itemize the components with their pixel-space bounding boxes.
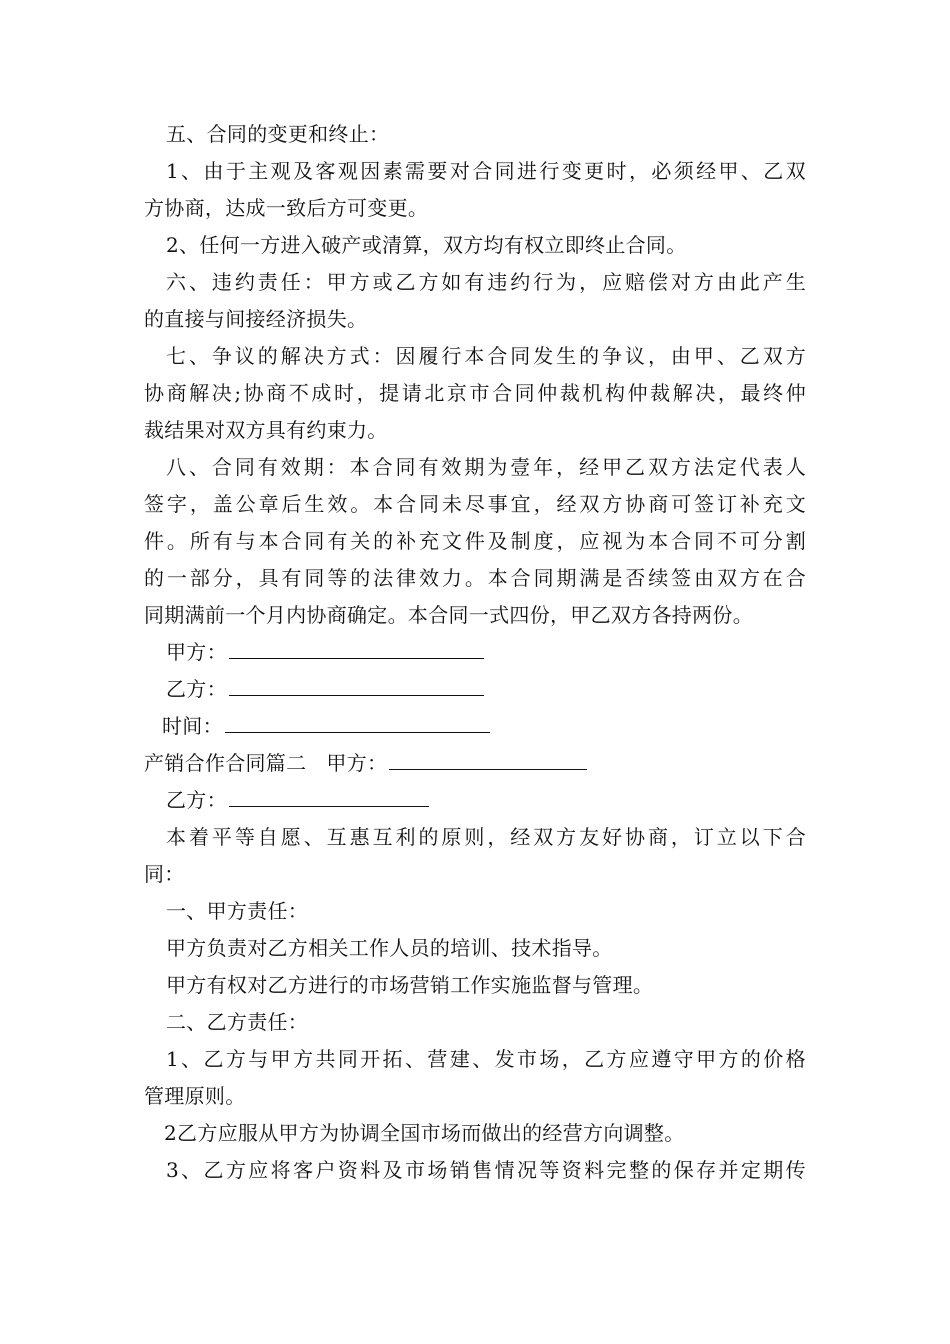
paragraph-line: 的直接与间接经济损失。 xyxy=(144,307,368,331)
paragraph-line: 协商解决;协商不成时，提请北京市合同仲裁机构仲裁解决，最终仲 xyxy=(144,381,806,405)
paragraph-line: 1、乙方与甲方共同开拓、营建、发市场，乙方应遵守甲方的价格 xyxy=(166,1047,806,1071)
section-heading-1: 一、甲方责任： xyxy=(166,899,309,923)
paragraph-line: 同期满前一个月内协商确定。本合同一式四份，甲乙双方各持两份。 xyxy=(144,603,753,627)
paragraph-line: 甲方有权对乙方进行的市场营销工作实施监督与管理。 xyxy=(166,973,654,997)
document-body xyxy=(144,116,806,1189)
section-heading-6: 六、违约责任：甲方或乙方如有违约行为，应赔偿对方由此产生 xyxy=(166,270,806,294)
part2-header xyxy=(144,745,806,782)
part2-party-b xyxy=(144,782,806,819)
paragraph-line: 同： xyxy=(144,862,185,886)
signature-party-a-label: 甲方： xyxy=(166,640,227,664)
part2-title: 产销合作合同篇二 xyxy=(144,751,307,775)
paragraph-line: 2、任何一方进入破产或清算，双方均有权立即终止合同。 xyxy=(166,233,687,257)
signature-time xyxy=(144,708,806,745)
paragraph-line: 签字，盖公章后生效。本合同未尽事宜，经双方协商可签订补充文 xyxy=(144,492,806,516)
paragraph-line: 的一部分，具有同等的法律效力。本合同期满是否续签由双方在合 xyxy=(144,566,806,590)
section-heading-7: 七、争议的解决方式：因履行本合同发生的争议，由甲、乙双方 xyxy=(166,344,806,368)
signature-party-a-blank[interactable] xyxy=(229,634,484,659)
section-heading-2: 二、乙方责任： xyxy=(166,1010,309,1034)
paragraph-line: 甲方负责对乙方相关工作人员的培训、技术指导。 xyxy=(166,936,613,960)
paragraph-line: 方协商，达成一致后方可变更。 xyxy=(144,196,429,220)
part2-party-b-blank[interactable] xyxy=(229,782,429,807)
signature-party-b-blank[interactable] xyxy=(229,671,484,696)
paragraph-line: 3、乙方应将客户资料及市场销售情况等资料完整的保存并定期传 xyxy=(166,1158,806,1182)
section-heading-8: 八、合同有效期：本合同有效期为壹年，经甲乙双方法定代表人 xyxy=(166,455,806,479)
paragraph-line: 2乙方应服从甲方为协调全国市场而做出的经营方向调整。 xyxy=(164,1121,685,1145)
signature-party-b xyxy=(144,671,806,708)
paragraph-line: 件。所有与本合同有关的补充文件及制度，应视为本合同不可分割 xyxy=(144,529,806,553)
part2-party-a-label: 甲方： xyxy=(326,751,388,775)
signature-party-b-label: 乙方： xyxy=(166,677,227,701)
signature-time-blank[interactable] xyxy=(225,708,490,733)
paragraph-line: 管理原则。 xyxy=(144,1084,246,1108)
paragraph-line: 1、由于主观及客观因素需要对合同进行变更时，必须经甲、乙双 xyxy=(166,159,806,183)
part2-party-a-blank[interactable] xyxy=(389,745,587,770)
part2-party-b-label: 乙方： xyxy=(166,788,227,812)
signature-time-label: 时间： xyxy=(162,714,223,738)
section-heading-5: 五、合同的变更和终止： xyxy=(166,122,390,146)
signature-party-a xyxy=(144,634,806,671)
paragraph-line: 裁结果对双方具有约束力。 xyxy=(144,418,388,442)
paragraph-line: 本着平等自愿、互惠互利的原则，经双方友好协商，订立以下合 xyxy=(166,825,806,849)
